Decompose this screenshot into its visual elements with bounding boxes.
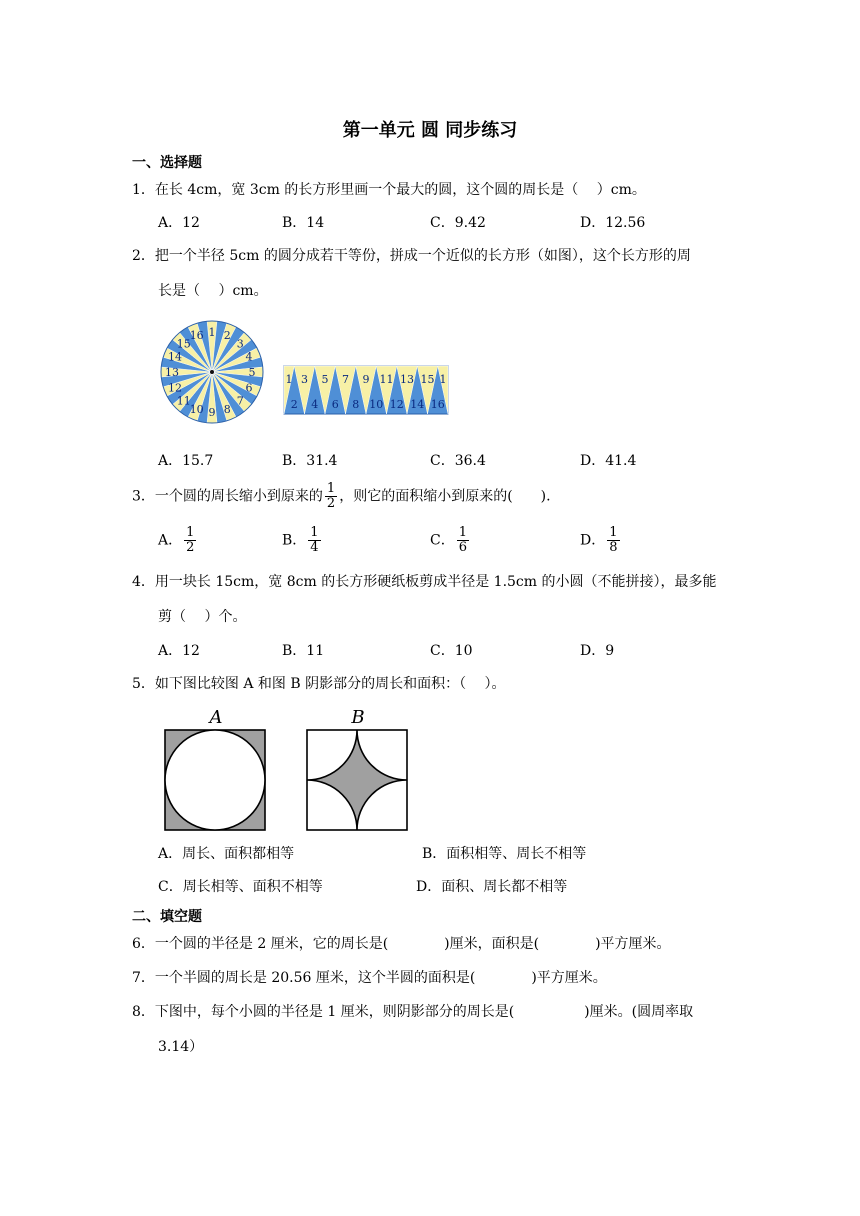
- q2-option-a[interactable]: A．15.7: [158, 453, 214, 469]
- q5-figure-a: [160, 706, 272, 832]
- q5-option-a[interactable]: A．周长、面积都相等: [158, 846, 295, 862]
- q5-a-circle: [165, 730, 265, 830]
- q4-option-a[interactable]: A．12: [158, 643, 200, 659]
- q3-fraction-numerator: 1: [326, 481, 336, 496]
- q3-option-c-num: 1: [458, 525, 467, 540]
- q2-option-c[interactable]: C．36.4: [430, 453, 486, 469]
- q1-option-b[interactable]: B．14: [282, 215, 325, 231]
- circle-sector-label: 8: [223, 402, 231, 416]
- question-8-text-line2: 3.14）: [158, 1039, 204, 1055]
- rect-top-label: 7: [342, 373, 349, 386]
- q4-option-b[interactable]: B．11: [282, 643, 325, 659]
- q3-option-d-den: 8: [609, 540, 618, 555]
- section-fill-heading: 二、填空题: [132, 909, 202, 925]
- rect-bottom-label: 6: [331, 398, 339, 411]
- circle-sector-label: 15: [176, 337, 191, 351]
- circle-sector-label: 1: [208, 326, 216, 339]
- q2-divided-circle-figure: [158, 318, 266, 426]
- circle-sector-label: 7: [236, 394, 244, 408]
- question-4-text-line2: 剪（ ）个。: [158, 609, 247, 625]
- question-1-text: 1．在长 4cm，宽 3cm 的长方形里画一个最大的圆，这个圆的周长是（ ）cm。: [132, 182, 646, 198]
- q1-option-a[interactable]: A．12: [158, 215, 200, 231]
- circle-sector-label: 5: [248, 366, 256, 379]
- rect-top-label: 5: [321, 373, 329, 386]
- q2-option-d[interactable]: D．41.4: [580, 453, 637, 469]
- q3-option-b-num: 1: [310, 525, 319, 540]
- question-8-text-line1: 8．下图中，每个小圆的半径是 1 厘米，则阴影部分的周长是( )厘米。(圆周率取: [132, 1004, 694, 1020]
- circle-sector-label: 11: [176, 394, 191, 408]
- q1-option-c[interactable]: C．9.42: [430, 215, 486, 231]
- circle-sector-label: 16: [189, 329, 204, 343]
- circle-sector-label: 9: [208, 406, 216, 419]
- q3-option-b[interactable]: [282, 526, 323, 555]
- q3-text-post: ，则它的面积缩小到原来的( ).: [339, 488, 551, 505]
- question-3-text: [132, 482, 551, 511]
- q3-fraction-denominator: 2: [326, 496, 336, 511]
- q3-fraction: [325, 482, 337, 511]
- circle-sector-label: 10: [189, 402, 204, 416]
- q5-option-c[interactable]: C．周长相等、面积不相等: [158, 879, 323, 895]
- rect-bottom-label: 4: [311, 398, 319, 411]
- question-6-text: 6．一个圆的半径是 2 厘米，它的周长是( )厘米，面积是( )平方厘米。: [132, 936, 671, 952]
- question-5-text: 5．如下图比较图 A 和图 B 阴影部分的周长和面积：（ ）。: [132, 676, 506, 692]
- circle-sector-label: 12: [168, 381, 183, 395]
- rect-bottom-label: 12: [389, 398, 404, 411]
- question-4-text-line1: 4．用一块长 15cm，宽 8cm 的长方形硬纸板剪成半径是 1.5cm 的小圆（不能拼接），最多能: [132, 574, 717, 590]
- q3-option-c-den: 6: [458, 540, 467, 555]
- rect-bottom-label: 8: [352, 398, 360, 411]
- q2-rearranged-rectangle-figure: [280, 362, 452, 420]
- circle-sector-label: 4: [245, 350, 253, 364]
- circle-sector-label: 14: [168, 350, 183, 364]
- q5-option-b[interactable]: B．面积相等、周长不相等: [422, 846, 587, 862]
- circle-sector-label: 13: [165, 366, 179, 379]
- q3-option-d[interactable]: [580, 526, 622, 555]
- q3-option-a-num: 1: [186, 525, 195, 540]
- q3-option-b-den: 4: [310, 540, 319, 555]
- rect-top-label: 15: [420, 373, 435, 386]
- q3-option-a[interactable]: [158, 526, 198, 555]
- q3-option-a-letter: A．: [158, 532, 183, 549]
- page-title: 第一单元 圆 同步练习: [342, 120, 518, 141]
- rect-top-label: 1: [285, 373, 293, 386]
- q3-option-d-num: 1: [609, 525, 618, 540]
- q2-option-b[interactable]: B．31.4: [282, 453, 338, 469]
- rect-top-label: 9: [362, 373, 370, 386]
- circle-sector-label: 6: [245, 381, 253, 395]
- rect-top-label: 11: [379, 373, 394, 386]
- q3-option-d-letter: D．: [580, 532, 606, 549]
- rect-bottom-label: 2: [290, 398, 298, 411]
- q3-option-a-den: 2: [186, 540, 195, 555]
- question-2-text-line1: 2．把一个半径 5cm 的圆分成若干等份，拼成一个近似的长方形（如图），这个长方形的周: [132, 248, 691, 264]
- rect-top-label: 1: [439, 373, 447, 386]
- q3-option-b-letter: B．: [282, 532, 307, 549]
- section-choice-heading: 一、选择题: [132, 155, 202, 171]
- q3-text-pre: 3．一个圆的周长缩小到原来的: [132, 488, 323, 505]
- rect-bottom-label: 16: [430, 398, 445, 411]
- question-7-text: 7．一个半圆的周长是 20.56 厘米，这个半圆的面积是( )平方厘米。: [132, 970, 607, 986]
- question-2-text-line2: 长是（ ）cm。: [158, 283, 268, 299]
- q5-option-d[interactable]: D．面积、周长都不相等: [416, 879, 568, 895]
- q5-figure-a-label: A: [209, 707, 223, 728]
- q4-option-c[interactable]: C．10: [430, 643, 473, 659]
- rect-bottom-label: 14: [410, 398, 425, 411]
- q4-option-d[interactable]: D．9: [580, 643, 615, 659]
- circle-sector-label: 3: [236, 337, 244, 351]
- circle-center: [210, 370, 214, 374]
- q1-option-d[interactable]: D．12.56: [580, 215, 646, 231]
- rect-top-label: 13: [400, 373, 414, 386]
- q5-figure-b: [302, 706, 414, 832]
- q5-figure-b-label: B: [351, 707, 365, 728]
- q3-option-c[interactable]: [430, 526, 471, 555]
- rect-bottom-label: 10: [369, 398, 384, 411]
- q3-option-c-letter: C．: [430, 532, 455, 549]
- circle-sector-label: 2: [223, 329, 231, 343]
- rect-top-label: 3: [301, 373, 308, 386]
